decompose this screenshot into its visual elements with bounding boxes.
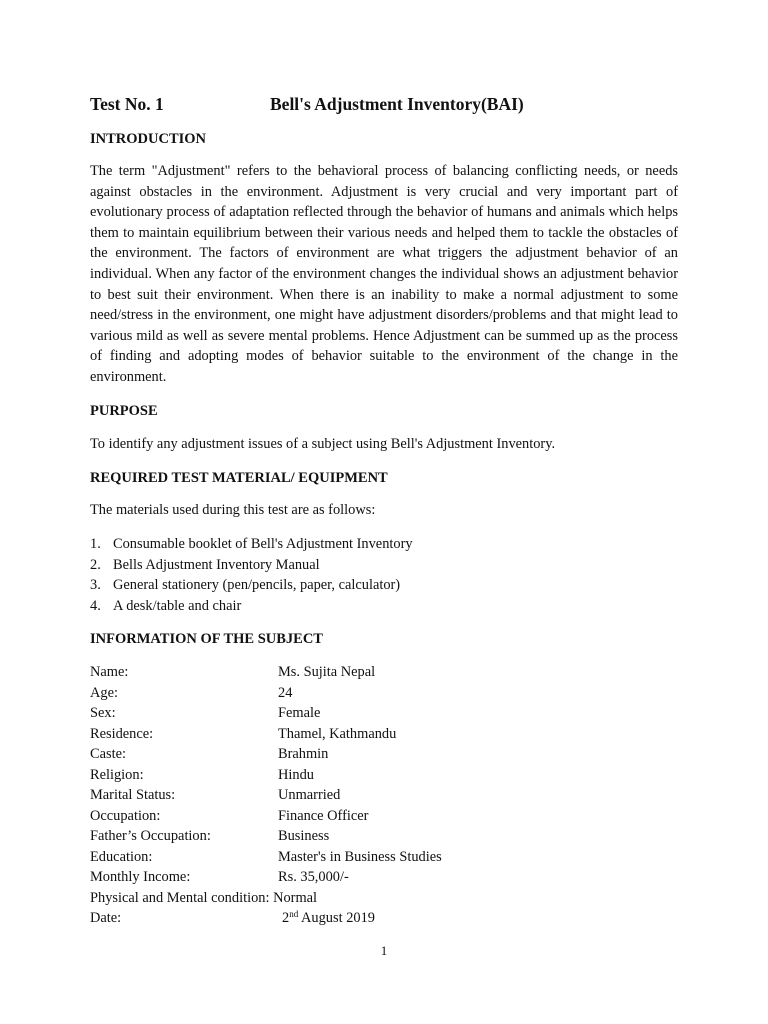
list-item: 3. General stationery (pen/pencils, paper, calculator) <box>90 577 401 594</box>
list-item: 1. Consumable booklet of Bell's Adjustment Inventory <box>90 536 413 552</box>
introduction-heading: INTRODUCTION <box>90 131 207 147</box>
purpose-heading: PURPOSE <box>90 403 158 419</box>
info-row-religion: Religion: Hindu <box>90 766 314 783</box>
introduction-paragraph: The term "Adjustment" refers to the behavioral process of balancing conflicting needs, or needs against obstacles in the environment. Adjustment is very crucial and very important part of evolutionary process of adaptation reflected through the behavior of humans and animals which helps them to maintain equilibrium between their various needs and helped them to tackle the obstacles of the environment. The factors of environment are what triggers the adjustment behavior of an individual. When any factor of the environment changes the individual shows an adjustment behavior to best suit their environment. When there is an inability to make a normal adjustment to some need/stress in the environment, one might have adjustment disorders/problems and that might lead to various mild as well as severe mental problems. Hence Adjustment can be summed up as the process of finding and adopting modes of behavior suitable to the environment of the change in the environment. <box>90 163 678 385</box>
info-row-name: Name: Ms. Sujita Nepal <box>90 664 376 680</box>
materials-heading: REQUIRED TEST MATERIAL/ EQUIPMENT <box>90 470 388 486</box>
subject-info-heading: INFORMATION OF THE SUBJECT <box>90 631 323 647</box>
test-number: Test No. 1 <box>90 94 164 114</box>
page-number: 1 <box>380 943 388 958</box>
test-name: Bell's Adjustment Inventory(BAI) <box>270 94 524 114</box>
info-row-fathers-occupation: Father’s Occupation: Business <box>90 828 330 844</box>
list-item: 2. Bells Adjustment Inventory Manual <box>90 556 320 573</box>
info-row-date: Date: 2nd August 2019 <box>90 908 680 929</box>
date-value: 2nd August 2019 <box>282 909 375 926</box>
info-row-caste: Caste: Brahmin <box>90 746 329 762</box>
info-row-physical-mental-condition: Physical and Mental condition: Normal <box>90 889 318 906</box>
info-row-residence: Residence: Thamel, Kathmandu <box>90 725 397 742</box>
info-row-occupation: Occupation: Finance Officer <box>90 807 369 824</box>
info-row-age: Age: 24 <box>90 684 293 701</box>
list-item: 4. A desk/table and chair <box>90 597 242 614</box>
info-row-sex: Sex: Female <box>90 705 321 721</box>
materials-intro: The materials used during this test are as follows: <box>90 502 376 518</box>
purpose-paragraph: To identify any adjustment issues of a subject using Bell's Adjustment Inventory. <box>90 436 556 452</box>
info-row-education: Education: Master's in Business Studies <box>90 848 442 865</box>
subject-info-table <box>90 662 680 929</box>
materials-list <box>90 534 413 616</box>
info-row-monthly-income: Monthly Income: Rs. 35,000/- <box>90 869 349 885</box>
info-row-marital-status: Marital Status: Unmarried <box>90 787 341 803</box>
